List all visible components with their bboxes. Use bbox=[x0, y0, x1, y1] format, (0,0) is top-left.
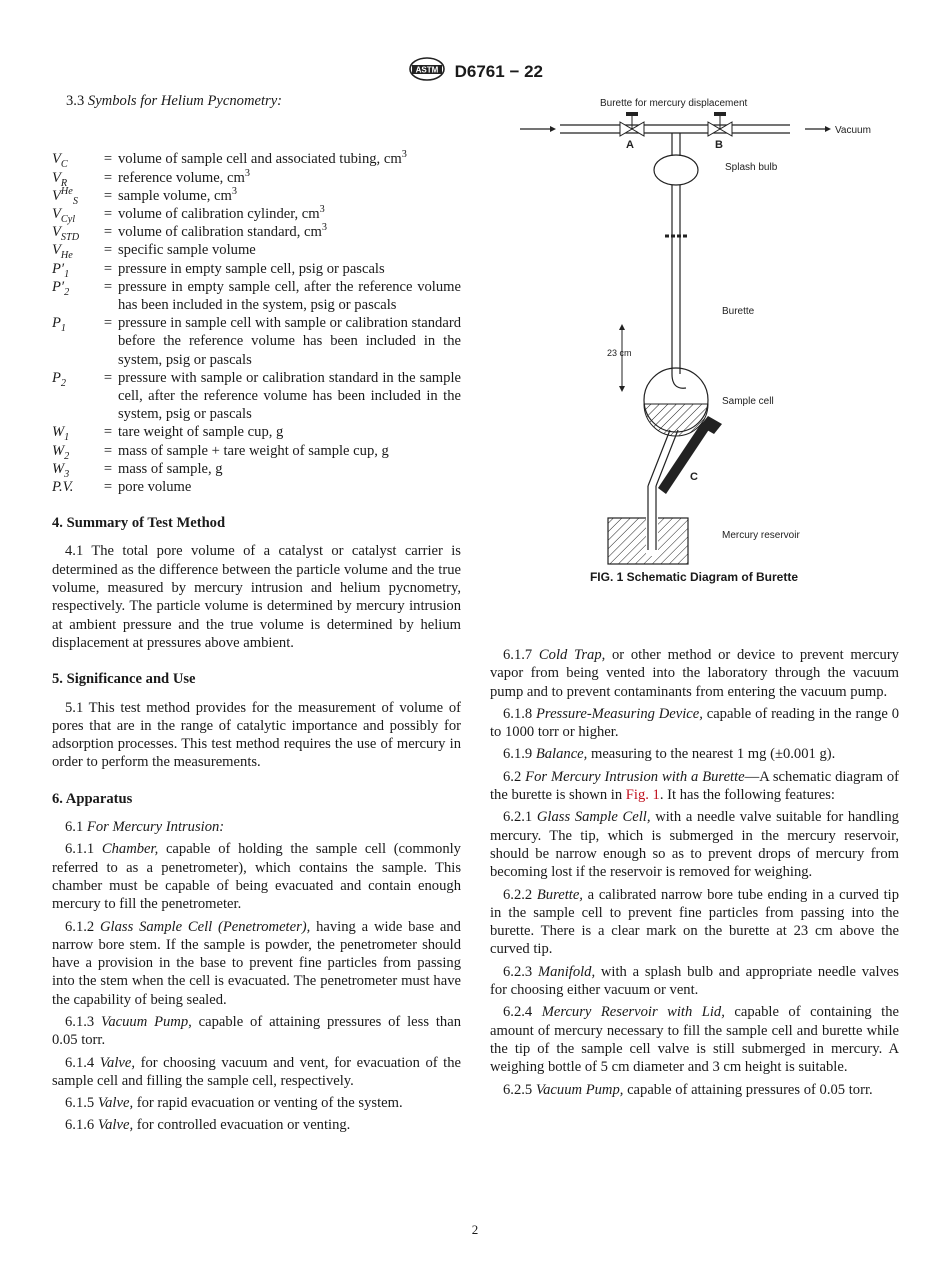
paragraph-6-1-2: 6.1.2 Glass Sample Cell (Penetrometer), having a wide base and narrow bore stem. If the sample is powder, the penetrometer should have a provision in the base to prevent fine particles from passing into the stem when the cell is evacuated. The penetrometer must have the capability of being sealed. bbox=[52, 918, 461, 1008]
paragraph-6-1-4: 6.1.4 Valve, for choosing vacuum and vent, for evacuation of the sample cell and filling the sample cell, respectively. bbox=[52, 1054, 461, 1089]
paragraph-6-2-4: 6.2.4 Mercury Reservoir with Lid, capable of containing the amount of mercury necessary to fill the sample cell and burette while the tip of the sample cell valve is still submerged in mercury. A weighing bottle of 5 cm diameter and 3 cm height is suitable. bbox=[490, 1004, 900, 1076]
equals-sign: = bbox=[103, 369, 113, 386]
symbol-cell: $W_2$ bbox=[52, 442, 70, 462]
equals-sign: = bbox=[103, 169, 113, 186]
symbol-description: mass of sample, g bbox=[118, 460, 223, 477]
equals-sign: = bbox=[103, 242, 113, 259]
symbol-description: pressure in empty sample cell, after the reference volume has been included in the system, psig or pascals bbox=[118, 278, 461, 313]
figure-1-burette-diagram bbox=[500, 88, 920, 588]
paragraph-6-1-5: 6.1.5 Valve, for rapid evacuation or venting of the system. bbox=[65, 1095, 403, 1112]
symbol-description: mass of sample + tare weight of sample cup, g bbox=[118, 442, 389, 459]
symbol-description: volume of calibration cylinder, $cm^3$ bbox=[118, 204, 325, 222]
equals-sign: = bbox=[103, 187, 113, 204]
equals-sign: = bbox=[103, 424, 113, 441]
label-splash-bulb: Splash bulb bbox=[725, 162, 778, 173]
symbol-cell: $W_1$ bbox=[52, 424, 70, 444]
symbol-cell: $P'_2$ bbox=[52, 278, 70, 298]
symbol-cell: $V_{STD}$ bbox=[52, 224, 80, 244]
symbol-description: tare weight of sample cup, g bbox=[118, 424, 284, 441]
paragraph-6-2-2: 6.2.2 Burette, a calibrated narrow bore tube ending in a curved tip in the sample cell to prevent fine particles from passing into the burette. There is a clear mark on the burette at 23 cm above the curved tip. bbox=[490, 886, 899, 958]
paragraph-6-2: 6.2 For Mercury Intrusion with a Burette—A schematic diagram of the burette is shown in Fig. 1. It has the following features: bbox=[490, 768, 899, 804]
symbol-row bbox=[52, 205, 461, 223]
equals-sign: = bbox=[103, 205, 113, 222]
paragraph-6-1-7: 6.1.7 Cold Trap, or other method or device to prevent mercury vapor from being vented into the laboratory through the vacuum pump and to prevent contaminants from entering the vacuum pump. bbox=[490, 647, 899, 700]
symbol-description: volume of calibration standard, $cm^3$ bbox=[118, 222, 327, 241]
paragraph-6-1-6: 6.1.6 Valve, for controlled evacuation or venting. bbox=[65, 1117, 351, 1134]
astm-logo-icon bbox=[407, 56, 447, 87]
equals-sign: = bbox=[103, 278, 113, 295]
equals-sign: = bbox=[103, 260, 113, 277]
paragraph-6-1-1: 6.1.1 Chamber, capable of holding the sample cell (commonly referred to as a penetrometer), which contains the sample. This chamber must be capable of being evacuated and contain enough mercury to fill the penetrometer. bbox=[52, 841, 461, 913]
symbol-row bbox=[52, 423, 461, 441]
section-4-heading: 4. Summary of Test Method bbox=[52, 515, 226, 532]
symbol-description: pressure with sample or calibration standard in the sample cell, after the reference volume has been included in the system, psig or pascals bbox=[118, 369, 461, 423]
symbol-description: sample volume, $cm^3$ bbox=[118, 185, 237, 204]
symbol-cell: $P_1$ bbox=[52, 315, 67, 335]
symbol-cell: $V^{He}_S$ bbox=[52, 185, 78, 207]
fig-1-link[interactable]: Fig. 1 bbox=[625, 787, 660, 804]
label-mercury-reservoir: Mercury reservoir bbox=[722, 530, 800, 541]
symbols-table bbox=[52, 150, 461, 496]
symbol-cell: $P'_1$ bbox=[52, 260, 70, 280]
symbol-row bbox=[52, 478, 461, 496]
symbol-row bbox=[52, 260, 461, 278]
symbols-heading: 3.3 Symbols for Helium Pycnometry: bbox=[66, 93, 283, 109]
label-23cm: 23 cm bbox=[607, 348, 632, 358]
right-column bbox=[490, 646, 899, 1103]
symbol-cell: P.V. bbox=[52, 478, 74, 495]
symbol-row bbox=[52, 187, 461, 205]
symbol-row bbox=[52, 442, 461, 460]
symbol-cell: $V_{He}$ bbox=[52, 242, 73, 262]
symbol-row bbox=[52, 241, 461, 259]
symbol-cell: $W_3$ bbox=[52, 460, 70, 480]
label-sample-cell: Sample cell bbox=[722, 396, 774, 407]
valve-a-icon bbox=[620, 112, 644, 136]
label-burette-top: Burette for mercury displacement bbox=[600, 98, 748, 109]
label-valve-b: B bbox=[715, 139, 723, 151]
label-valve-a: A bbox=[626, 139, 634, 151]
svg-text:ASTM: ASTM bbox=[415, 65, 439, 75]
symbol-description: pressure in sample cell with sample or calibration standard before the reference volume has been included in the system, psig or pascals bbox=[118, 315, 461, 368]
paragraph-6-1: 6.1 For Mercury Intrusion: bbox=[65, 819, 225, 836]
symbol-cell: $V_R$ bbox=[52, 169, 68, 189]
page-number: 2 bbox=[471, 1222, 479, 1237]
symbol-description: volume of sample cell and associated tubing, $cm^3$ bbox=[118, 149, 407, 168]
symbol-row bbox=[52, 169, 461, 187]
label-valve-c: C bbox=[690, 471, 698, 483]
symbol-row bbox=[52, 369, 461, 424]
left-column bbox=[52, 92, 461, 1139]
label-vacuum: Vacuum bbox=[835, 125, 871, 136]
paragraph-6-1-3: 6.1.3 Vacuum Pump, capable of attaining pressures of less than 0.05 torr. bbox=[52, 1013, 461, 1049]
symbol-row bbox=[52, 223, 461, 241]
section-5-heading: 5. Significance and Use bbox=[52, 671, 196, 688]
splash-bulb bbox=[654, 155, 698, 185]
section-6-heading: 6. Apparatus bbox=[52, 790, 133, 807]
equals-sign: = bbox=[103, 151, 113, 168]
symbol-description: reference volume, $cm^3$ bbox=[118, 167, 250, 186]
figure-caption: FIG. 1 Schematic Diagram of Burette bbox=[589, 570, 799, 584]
symbol-row bbox=[52, 150, 461, 168]
paragraph-5-1: 5.1 This test method provides for the measurement of volume of pores that are in the range of catalytic importance and possibly for adsorption processes. This test method requires the use of mercury in order to perform the measurements. bbox=[52, 699, 461, 771]
page-header bbox=[0, 56, 950, 87]
standard-designation: D6761 − 22 bbox=[454, 61, 544, 81]
symbol-row bbox=[52, 460, 461, 478]
paragraph-6-1-9: 6.1.9 Balance, measuring to the nearest 1 mg (±0.001 g). bbox=[503, 746, 836, 763]
symbol-cell: $V_{Cyl}$ bbox=[52, 205, 76, 225]
symbol-description: pressure in empty sample cell, psig or pascals bbox=[118, 260, 385, 277]
equals-sign: = bbox=[103, 460, 113, 477]
paragraph-6-2-5: 6.2.5 Vacuum Pump, capable of attaining pressures of 0.05 torr. bbox=[503, 1081, 873, 1098]
paragraph-6-1-8: 6.1.8 Pressure-Measuring Device, capable of reading in the range 0 to 1000 torr or higher. bbox=[490, 705, 899, 741]
symbol-cell: $V_C$ bbox=[52, 151, 68, 171]
paragraph-4-1: 4.1 The total pore volume of a catalyst or catalyst carrier is determined as the difference between the particle volume and the true volume, measured by mercury intrusion and helium pycnometry, respectively. The particle volume is determined by mercury intrusion at ambient pressure and the true volume is determined by helium displacement at pressures above ambient. bbox=[52, 543, 461, 651]
equals-sign: = bbox=[103, 442, 113, 459]
equals-sign: = bbox=[103, 224, 113, 241]
symbol-row bbox=[52, 314, 461, 369]
valve-b-icon bbox=[708, 112, 732, 136]
symbol-description: pore volume bbox=[118, 478, 192, 495]
equals-sign: = bbox=[103, 315, 113, 332]
equals-sign: = bbox=[103, 478, 113, 495]
paragraph-6-2-1: 6.2.1 Glass Sample Cell, with a needle valve suitable for handling mercury. The tip, which is submerged in the mercury reservoir, should be narrow enough so as to prevent drops of mercury from becoming lost if the reservoir is removed for weighing. bbox=[490, 809, 899, 881]
paragraph-6-2-3: 6.2.3 Manifold, with a splash bulb and appropriate needle valves for choosing either vacuum or vent. bbox=[490, 963, 899, 999]
symbol-row bbox=[52, 278, 461, 314]
label-burette: Burette bbox=[722, 306, 755, 317]
symbol-description: specific sample volume bbox=[118, 242, 256, 259]
symbol-cell: $P_2$ bbox=[52, 369, 67, 389]
